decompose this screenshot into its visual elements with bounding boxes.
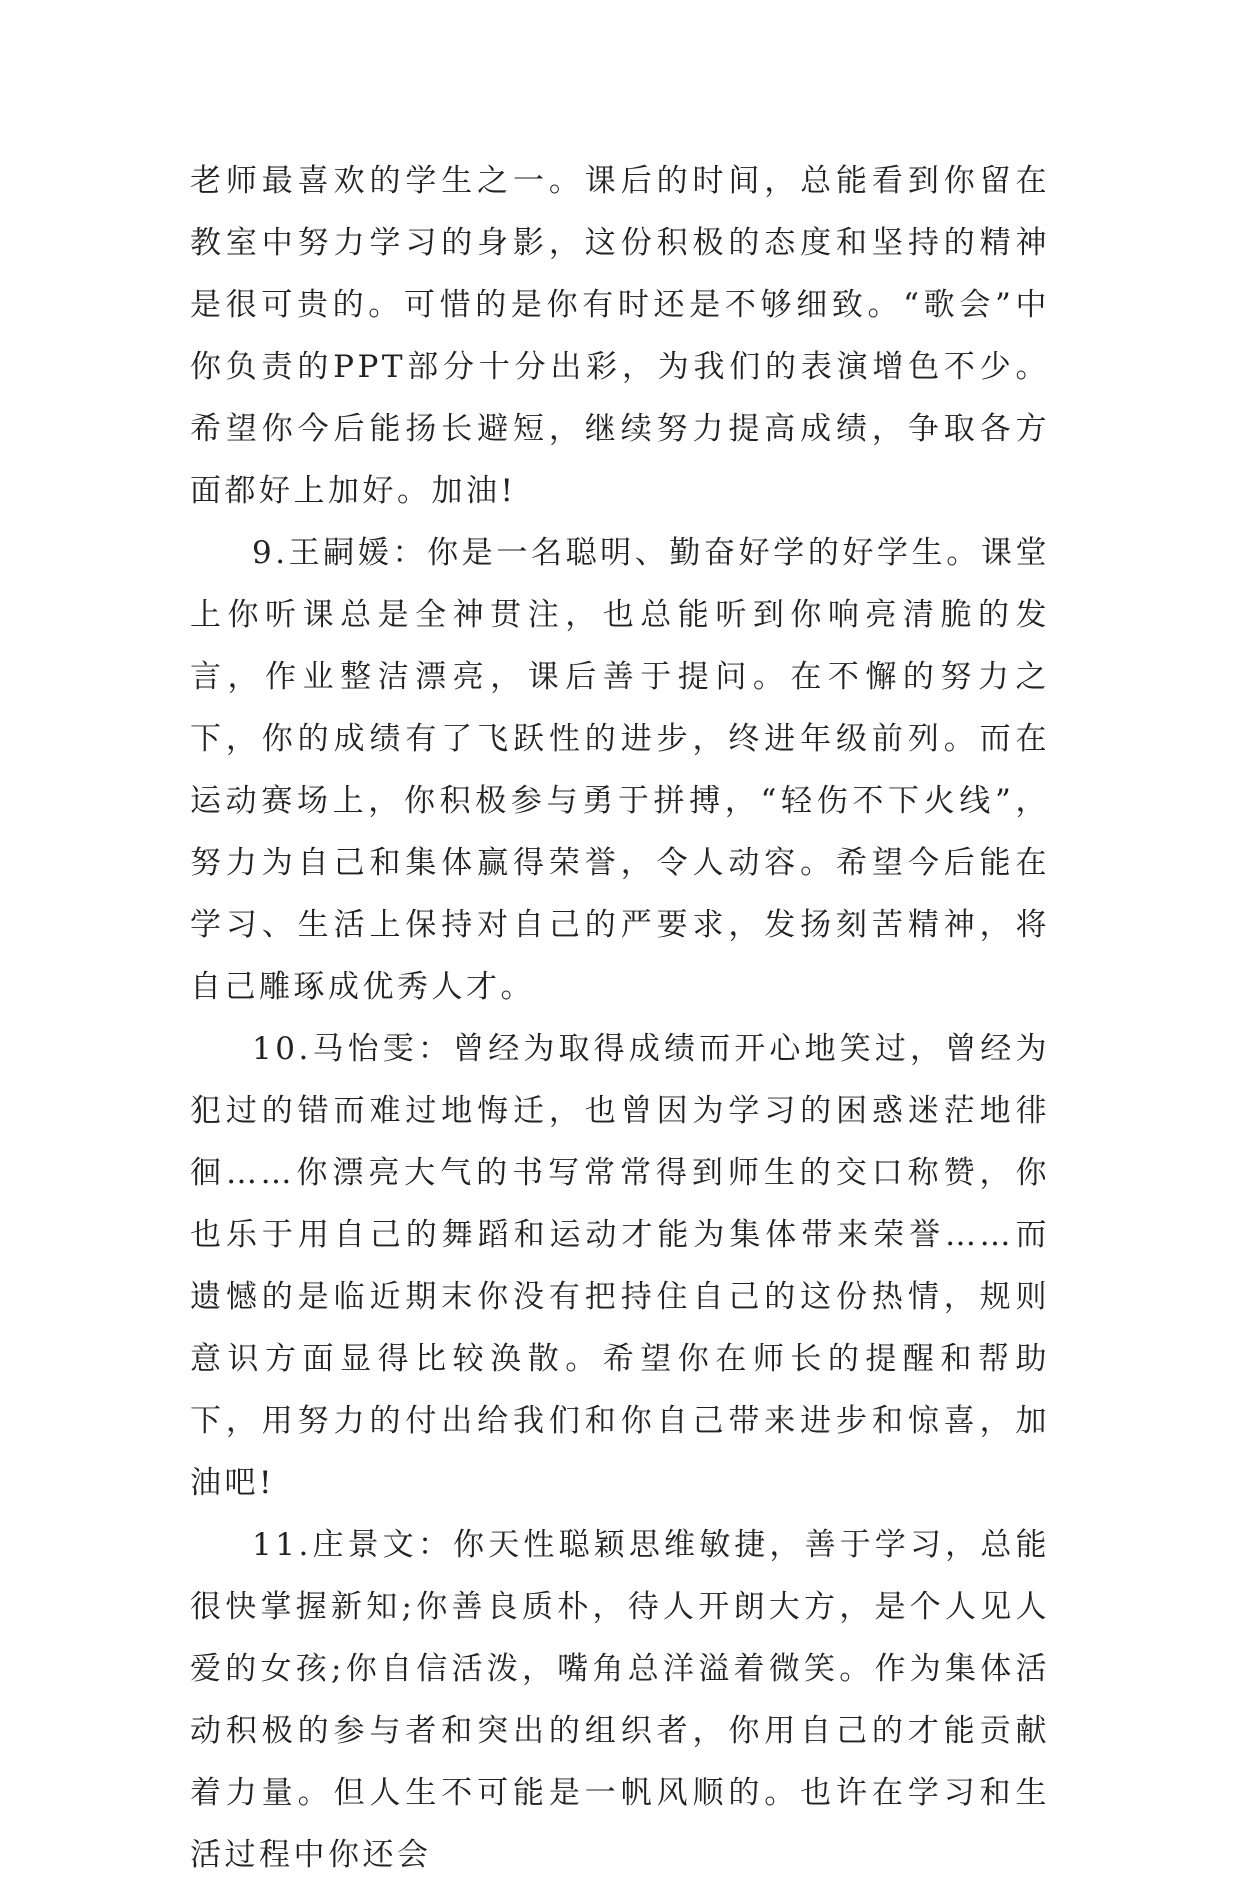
paragraph-comment-10: 10.马怡雯：曾经为取得成绩而开心地笑过，曾经为犯过的错而难过地悔迁，也曾因为学习的困惑迷茫地徘徊……你漂亮大气的书写常常得到师生的交口称赞，你也乐于用自己的舞蹈和运动才能为集体带来荣誉……而遗憾的是临近期末你没有把持住自己的这份热情，规则意识方面显得比较涣散。希望你在师长的提醒和帮助下，用努力的付出给我们和你自己带来进步和惊喜，加油吧! <box>190 1031 1050 1501</box>
paragraph-comment-9: 9.王嗣媛：你是一名聪明、勤奋好学的好学生。课堂上你听课总是全神贯注，也总能听到你响亮清脆的发言，作业整洁漂亮，课后善于提问。在不懈的努力之下，你的成绩有了飞跃性的进步，终进年级前列。而在运动赛场上，你积极参与勇于拼搏，“轻伤不下火线”，努力为自己和集体赢得荣誉，令人动容。希望今后能在学习、生活上保持对自己的严要求，发扬刻苦精神，将自己雕琢成优秀人才。 <box>190 535 1050 1005</box>
paragraph-continuation: 老师最喜欢的学生之一。课后的时间，总能看到你留在教室中努力学习的身影，这份积极的态度和坚持的精神是很可贵的。可惜的是你有时还是不够细致。“歌会”中你负责的PPT部分十分出彩，为我们的表演增色不少。希望你今后能扬长避短，继续努力提高成绩，争取各方面都好上加好。加油! <box>190 163 1050 509</box>
paragraph-comment-11: 11.庄景文：你天性聪颖思维敏捷，善于学习，总能很快掌握新知;你善良质朴，待人开朗大方，是个人见人爱的女孩;你自信活泼，嘴角总洋溢着微笑。作为集体活动积极的参与者和突出的组织者，你用自己的才能贡献着力量。但人生不可能是一帆风顺的。也许在学习和生活过程中你还会 <box>190 1527 1050 1873</box>
document-page <box>190 150 1050 1886</box>
